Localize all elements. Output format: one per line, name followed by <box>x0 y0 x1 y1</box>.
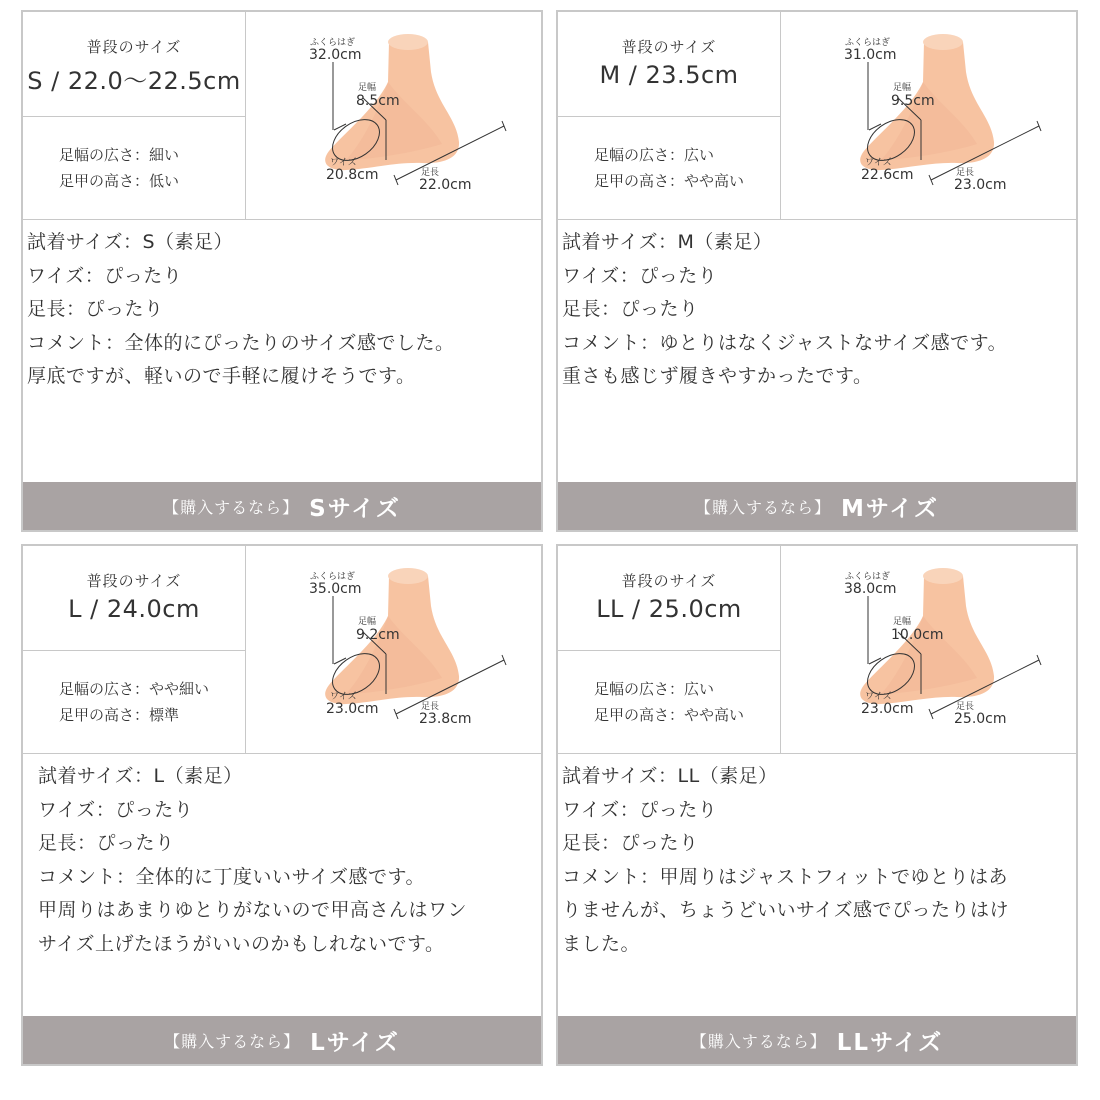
foot-shape-box <box>558 651 780 753</box>
calf-value: 38.0cm <box>844 581 897 597</box>
instep-height-line: 足甲の高さ：低い <box>59 172 180 190</box>
instep-height-line: 足甲の高さ：やや高い <box>594 172 745 190</box>
usual-size-panel <box>23 546 246 753</box>
foot-width-diagram-label: 足幅 <box>893 617 912 627</box>
usual-size-box <box>23 12 245 117</box>
usual-size-box <box>558 12 780 117</box>
instep-height-line: 足甲の高さ：標準 <box>59 706 180 724</box>
size-card-3 <box>556 544 1078 1066</box>
review-line: サイズ上げたほうがいいのかもしれないです。 <box>38 932 445 955</box>
foot-measurement-diagram <box>781 12 1076 219</box>
size-card-2 <box>21 544 543 1066</box>
usual-size-box <box>23 546 245 651</box>
usual-size-value: LL / 25.0cm <box>596 595 742 623</box>
recommendation-banner <box>23 482 541 530</box>
wise-label: ワイズ <box>330 692 357 702</box>
foot-length-value: 25.0cm <box>954 711 1007 727</box>
recommended-size: Lサイズ <box>310 1029 400 1056</box>
review-line: ワイズ：ぴったり <box>562 798 718 821</box>
wise-label: ワイズ <box>330 158 357 168</box>
review-line: ワイズ：ぴったり <box>27 264 183 287</box>
wise-value: 23.0cm <box>861 701 914 717</box>
usual-size-panel <box>558 546 781 753</box>
wise-value: 22.6cm <box>861 167 914 183</box>
fitting-review <box>23 220 541 484</box>
foot-length-value: 23.0cm <box>954 177 1007 193</box>
review-line: 厚底ですが、軽いので手軽に履けそうです。 <box>27 365 416 387</box>
fitting-review <box>23 754 541 1018</box>
card-header <box>558 12 1076 220</box>
review-line: コメント：ゆとりはなくジャストなサイズ感です。 <box>562 331 1008 354</box>
size-card-1 <box>556 10 1078 532</box>
foot-measurement-diagram <box>246 12 541 219</box>
foot-width-diagram-label: 足幅 <box>893 83 912 93</box>
foot-width-line: 足幅の広さ：広い <box>594 146 715 164</box>
foot-length-label: 足長 <box>421 168 440 178</box>
calf-value: 31.0cm <box>844 47 897 63</box>
wise-value: 23.0cm <box>326 701 379 717</box>
foot-width-diagram-label: 足幅 <box>358 83 377 93</box>
fitting-review <box>558 220 1076 484</box>
review-line: ました。 <box>562 932 641 955</box>
foot-width-diagram-value: 8.5cm <box>356 93 400 109</box>
recommendation-prefix: 【購入するなら】 <box>694 497 831 517</box>
review-line: 足長：ぴったり <box>562 832 699 854</box>
review-line: りませんが、ちょうどいいサイズ感でぴったりはけ <box>562 899 1009 921</box>
calf-label: ふくらはぎ <box>845 572 891 582</box>
usual-size-value: L / 24.0cm <box>68 595 200 623</box>
card-header <box>558 546 1076 754</box>
review-line: ワイズ：ぴったり <box>562 264 718 287</box>
usual-size-label: 普段のサイズ <box>621 572 717 590</box>
foot-width-line: 足幅の広さ：広い <box>594 680 715 698</box>
foot-length-value: 22.0cm <box>419 177 472 193</box>
calf-value: 35.0cm <box>309 581 362 597</box>
review-line: 足長：ぴったり <box>562 298 699 320</box>
foot-width-diagram-value: 10.0cm <box>891 627 944 643</box>
wise-label: ワイズ <box>865 158 892 168</box>
review-line: コメント：全体的に丁度いいサイズ感です。 <box>38 865 425 888</box>
review-line: コメント：全体的にぴったりのサイズ感でした。 <box>27 331 455 354</box>
review-line: コメント：甲周りはジャストフィットでゆとりはあ <box>562 865 1009 888</box>
recommended-size: LLサイズ <box>836 1029 944 1056</box>
review-line: 試着サイズ：S（素足） <box>27 231 234 253</box>
review-line: 試着サイズ：L（素足） <box>38 765 243 787</box>
foot-width-line: 足幅の広さ：やや細い <box>59 680 210 698</box>
usual-size-label: 普段のサイズ <box>86 572 182 590</box>
usual-size-label: 普段のサイズ <box>621 38 717 56</box>
card-header <box>23 546 541 754</box>
foot-length-value: 23.8cm <box>419 711 472 727</box>
usual-size-label: 普段のサイズ <box>86 38 182 56</box>
fitting-review <box>558 754 1076 1018</box>
foot-length-label: 足長 <box>956 702 975 712</box>
foot-illustration-icon <box>246 546 541 753</box>
foot-shape-box <box>23 117 245 219</box>
foot-length-label: 足長 <box>956 168 975 178</box>
card-header <box>23 12 541 220</box>
review-line: 重さも感じず履きやすかったです。 <box>562 365 873 387</box>
review-line: 足長：ぴったり <box>27 298 164 320</box>
foot-length-label: 足長 <box>421 702 440 712</box>
calf-label: ふくらはぎ <box>845 38 891 48</box>
usual-size-panel <box>23 12 246 219</box>
instep-height-line: 足甲の高さ：やや高い <box>594 706 745 724</box>
recommendation-prefix: 【購入するなら】 <box>690 1031 827 1051</box>
review-line: 試着サイズ：M（素足） <box>562 231 773 253</box>
recommendation-banner <box>23 1016 541 1064</box>
wise-label: ワイズ <box>865 692 892 702</box>
foot-illustration-icon <box>781 12 1076 219</box>
foot-illustration-icon <box>781 546 1076 753</box>
foot-width-line: 足幅の広さ：細い <box>59 146 180 164</box>
foot-shape-box <box>558 117 780 219</box>
recommended-size: Mサイズ <box>840 495 940 522</box>
recommendation-prefix: 【購入するなら】 <box>163 497 300 517</box>
foot-shape-box <box>23 651 245 753</box>
review-line: 試着サイズ：LL（素足） <box>562 765 778 787</box>
calf-value: 32.0cm <box>309 47 362 63</box>
foot-measurement-diagram <box>781 546 1076 753</box>
usual-size-value: S / 22.0〜22.5cm <box>27 67 241 95</box>
calf-label: ふくらはぎ <box>310 572 356 582</box>
review-line: ワイズ：ぴったり <box>38 798 194 821</box>
recommendation-banner <box>558 482 1076 530</box>
calf-label: ふくらはぎ <box>310 38 356 48</box>
size-card-0 <box>21 10 543 532</box>
review-line: 足長：ぴったり <box>38 832 175 854</box>
foot-illustration-icon <box>246 12 541 219</box>
foot-width-diagram-label: 足幅 <box>358 617 377 627</box>
recommendation-banner <box>558 1016 1076 1064</box>
recommended-size: Sサイズ <box>309 495 401 522</box>
foot-measurement-diagram <box>246 546 541 753</box>
wise-value: 20.8cm <box>326 167 379 183</box>
usual-size-box <box>558 546 780 651</box>
usual-size-panel <box>558 12 781 219</box>
review-line: 甲周りはあまりゆとりがないので甲高さんはワン <box>38 899 468 921</box>
recommendation-prefix: 【購入するなら】 <box>164 1031 301 1051</box>
usual-size-value: M / 23.5cm <box>599 61 739 89</box>
foot-width-diagram-value: 9.2cm <box>356 627 400 643</box>
foot-width-diagram-value: 9.5cm <box>891 93 935 109</box>
